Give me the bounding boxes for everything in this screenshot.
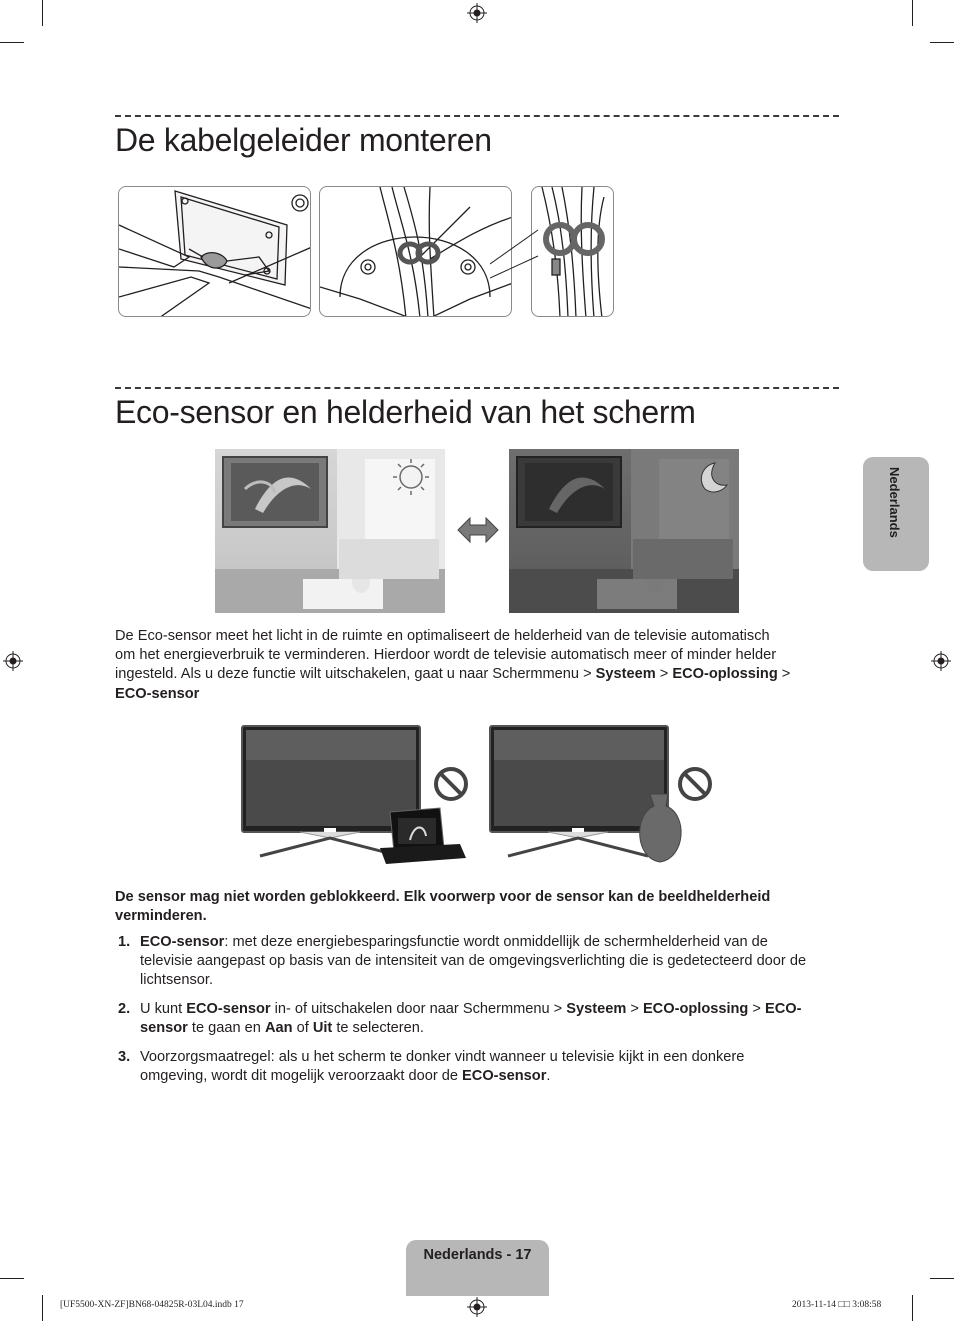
section-divider: [115, 387, 839, 389]
description-line: om het energieverbruik te verminderen. Hierdoor wordt de televisie automatisch meer of minder helder: [115, 647, 777, 664]
crop-mark: [0, 1278, 24, 1279]
list-number: 3.: [118, 1049, 131, 1065]
eco-sensor-description: [115, 627, 840, 704]
print-slug-right: 2013-11-14 □□ 3:08:58: [792, 1300, 882, 1310]
language-side-tab: [863, 457, 929, 571]
list-item: 1. ECO-sensor: met deze energiebesparingsfunctie wordt onmiddellijk de schermhelderheid van de televisie aangepast op basis van de intensiteit van de omgevingsverlichting die is gedetecteerd door de lichtsensor.: [118, 934, 807, 989]
crop-mark: [42, 1295, 43, 1321]
description-line: ingesteld. Als u deze functie wilt uitschakelen, gaat u naar Schermmenu > Systeem > ECO-oplossing >: [115, 666, 791, 683]
print-slug-left: [UF5500-XN-ZF]BN68-04825R-03L04.indb 17: [60, 1300, 244, 1310]
crop-mark: [912, 1295, 913, 1321]
registration-mark-icon: [467, 3, 487, 23]
connector-line: [490, 228, 540, 288]
bright-room-image: [215, 449, 445, 613]
list-item: 2. U kunt ECO-sensor in- of uitschakelen door naar Schermmenu > Systeem > ECO-oplossing > ECO- sensor te gaan en Aan of Uit te selecteren.: [118, 1001, 802, 1037]
cable-guide-illustration-1: [118, 186, 311, 317]
dark-room-image: [509, 449, 739, 613]
cable-guide-illustration-2: [319, 186, 512, 317]
tv-blocked-by-vase-illustration: [488, 724, 718, 868]
crop-mark: [930, 1278, 954, 1279]
double-arrow-icon: [456, 514, 500, 546]
crop-mark: [42, 0, 43, 26]
description-line: De Eco-sensor meet het licht in de ruimte en optimaliseert de helderheid van de televisie automatisch: [115, 628, 770, 644]
registration-mark-icon: [931, 651, 951, 671]
list-number: 2.: [118, 1001, 131, 1017]
section-title-cable-guide: De kabelgeleider monteren: [115, 122, 492, 158]
cable-guide-illustration-3: [531, 186, 614, 317]
section-divider: [115, 115, 839, 117]
tv-blocked-by-frame-illustration: [240, 724, 470, 868]
sensor-warning: De sensor mag niet worden geblokkeerd. Elk voorwerp voor de sensor kan de beeldhelderheid verminderen.: [115, 889, 771, 925]
page-number-tab: [406, 1240, 549, 1296]
list-number: 1.: [118, 934, 131, 950]
page-number-label: Nederlands - 17: [423, 1247, 532, 1263]
section-title-eco-sensor: Eco-sensor en helderheid van het scherm: [115, 394, 696, 430]
description-line: ECO-sensor: [115, 685, 200, 702]
crop-mark: [0, 42, 24, 43]
registration-mark-icon: [467, 1297, 487, 1317]
list-item: 3. Voorzorgsmaatregel: als u het scherm te donker vindt wanneer u televisie kijkt in een donkere omgeving, wordt dit mogelijk veroorzaakt door de ECO-sensor.: [118, 1049, 745, 1085]
registration-mark-icon: [3, 651, 23, 671]
language-side-tab-label: Nederlands: [887, 467, 902, 538]
crop-mark: [912, 0, 913, 26]
crop-mark: [930, 42, 954, 43]
